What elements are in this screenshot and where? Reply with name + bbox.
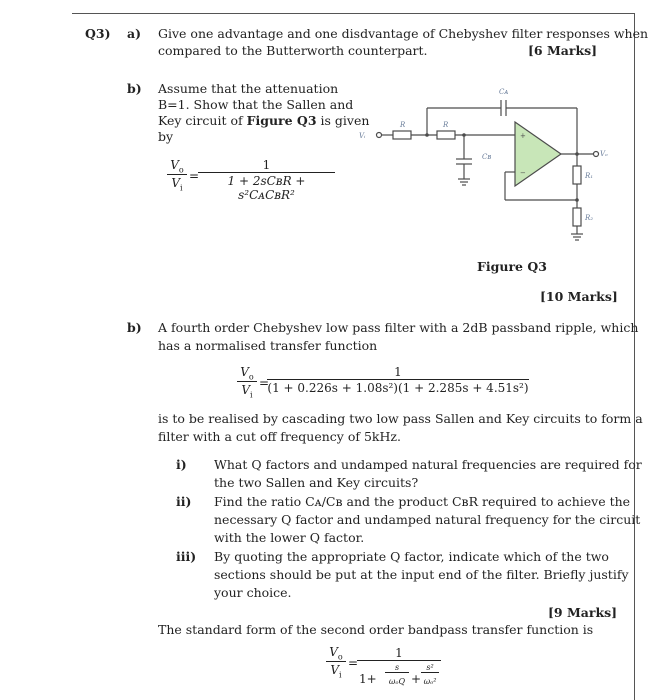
part-b2-line-3: is to be realised by cascading two low pass Sallen and Key circuits to form a [158,411,643,426]
item-1-line-1: What Q factors and undamped natural frequencies are required for [214,457,642,472]
label-cb: Cʙ [482,153,492,161]
item-3-line-1: By quoting the appropriate Q factor, indicate which of the two [214,549,609,564]
page-border-right [634,13,635,700]
item-2-line-3: with the lower Q factor. [214,530,365,545]
item-3-line-3: your choice. [214,585,292,600]
item-2-line-2: necessary Q factor and undamped natural frequency for the circuit [214,512,641,527]
eq3-denominator: 1+ s ωₒQ + s² ωₒ² [357,663,447,697]
page-border-top [72,13,634,14]
bandpass-text: The standard form of the second order bandpass transfer function is [158,622,594,637]
part-b1-line-4: by [158,129,174,144]
part-b2-letter: b) [127,320,142,335]
part-b1-letter: b) [127,81,142,96]
label-r2: R [443,121,449,129]
label-ra: R₁ [585,172,594,180]
eq3-equals: = [348,656,359,670]
item-3-number: iii) [176,549,197,564]
part-a-line-2: compared to the Butterworth counterpart. [158,43,428,58]
op-amp-minus: − [520,169,526,177]
label-vi: Vᵢ [359,132,366,140]
part-b1-line-2: B=1. Show that the Sallen and [158,97,354,112]
item-2-number: ii) [176,494,192,509]
eq1-equals: = [189,169,200,183]
part-b1-marks: [10 Marks] [540,289,618,304]
eq2-lhs: $\frac{V_o}{V_i}$ [237,365,257,400]
part-b2-line-2: has a normalised transfer function [158,338,378,353]
part-b1-line-3: Key circuit of Figure Q3 is given [158,113,370,128]
item-1-number: i) [176,457,187,472]
part-b1-line-1: Assume that the attenuation [158,81,339,96]
label-vo: Vₒ [600,150,608,158]
part-a-line-1: Give one advantage and one disdvantage of Chebyshev filter responses when [158,26,649,41]
sallen-key-circuit-figure [355,82,625,247]
eq3-numerator: 1 [357,646,441,661]
eq2-rhs: $\frac{1}{\text{(1 + 0.226s + 1.08s²)(1 + 2.285s + 4.51s²)}}$ [267,365,529,395]
eq1-lhs: $\frac{V_o}{V_i}$ [167,158,187,193]
part-a-marks: [6 Marks] [528,43,598,58]
op-amp-plus: + [520,132,526,140]
item-1-line-2: the two Sallen and Key circuits? [214,475,419,490]
part-b2-line-4: filter with a cut off frequency of 5kHz. [158,429,401,444]
eq2-equals: = [259,376,270,390]
part-a-letter: a) [127,26,142,41]
eq1-rhs: 1 1 + 2sCʙR + s²CᴀCʙR² [198,158,335,202]
label-rb: R₂ [585,214,594,222]
label-ca: Cᴀ [499,88,509,96]
part-b2-line-1: A fourth order Chebyshev low pass filter with a 2dB passband ripple, which [158,320,639,335]
label-r1: R [400,121,406,129]
question-number: Q3) [85,26,111,41]
item-3-line-2: sections should be put at the input end of the filter. Briefly justify [214,567,629,582]
eq3-lhs: $\frac{V_o}{V_i}$ [326,645,346,680]
item-2-line-1: Find the ratio Cᴀ/Cʙ and the product CʙR required to achieve the [214,494,631,509]
part-b2-marks: [9 Marks] [548,605,618,620]
figure-caption: Figure Q3 [477,259,547,274]
